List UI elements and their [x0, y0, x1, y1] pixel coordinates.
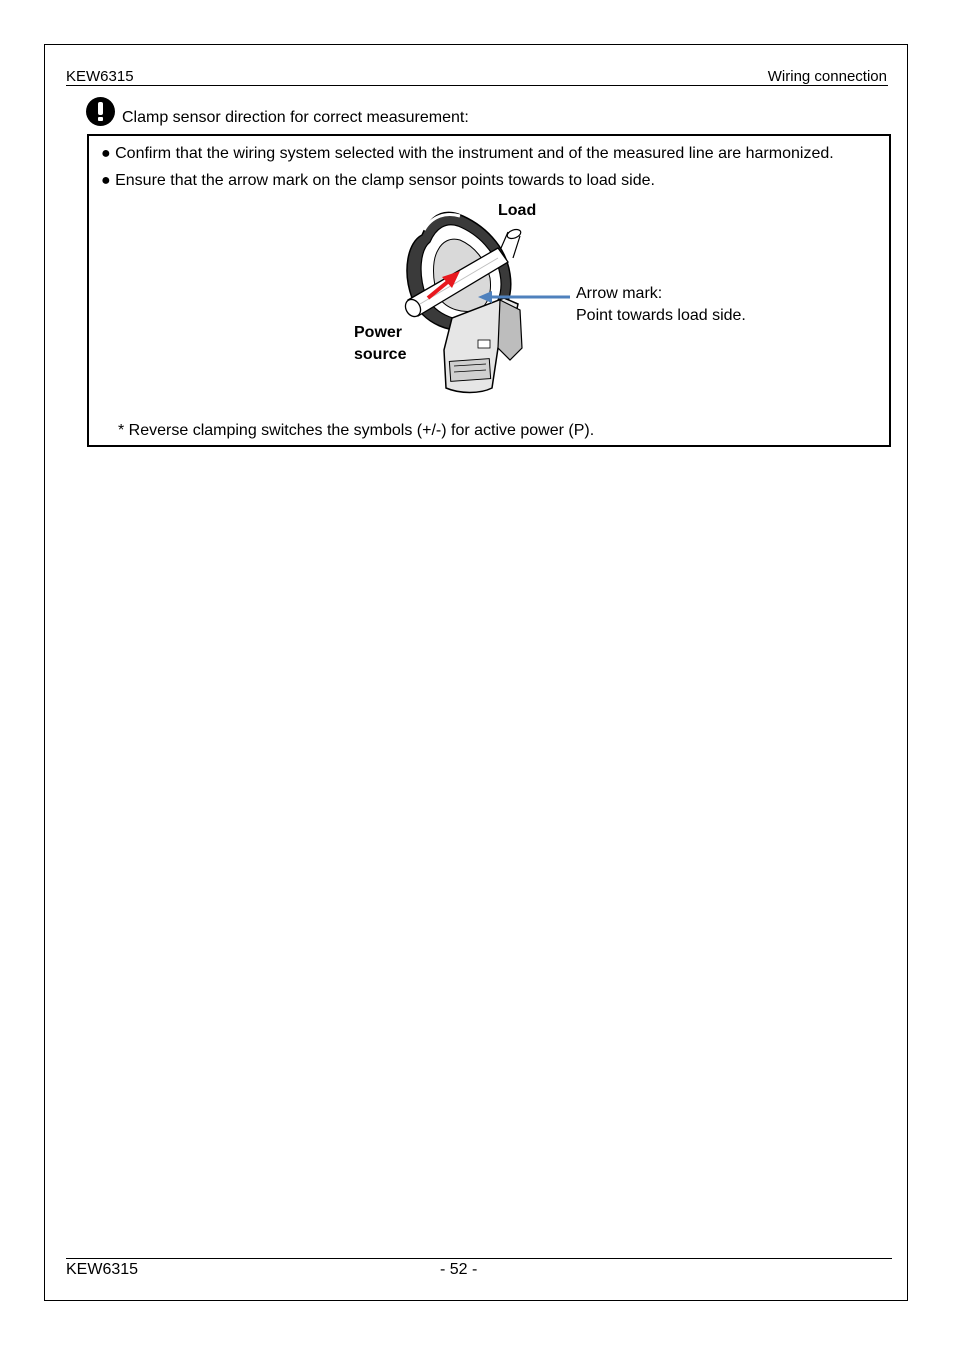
exclamation-circle-icon [86, 97, 115, 126]
label-load: Load [498, 202, 537, 219]
pointer-arrow [478, 291, 570, 303]
bullet-wiring-system: ● Confirm that the wiring system selected with the instrument and of the measured line are harmonized. [101, 145, 834, 162]
header-rule [66, 85, 888, 86]
clamp-sensor-illustration [380, 200, 580, 400]
page-number: - 52 - [440, 1261, 478, 1278]
arrow-mark-description: Point towards load side. [576, 307, 746, 324]
arrow-mark-label: Arrow mark: [576, 285, 663, 302]
footer-doc-id: KEW6315 [66, 1261, 139, 1278]
footer-rule [66, 1258, 892, 1259]
label-source: source [354, 346, 407, 363]
footnote-reverse-clamping: * Reverse clamping switches the symbols (+/-) for active power (P). [118, 422, 595, 439]
header-doc-id: KEW6315 [66, 68, 134, 85]
header-section-title: Wiring connection [767, 68, 887, 85]
note-title: Clamp sensor direction for correct measurement: [122, 109, 469, 126]
label-power: Power [354, 324, 403, 341]
bullet-arrow-direction: ● Ensure that the arrow mark on the clamp sensor points towards to load side. [101, 172, 655, 189]
